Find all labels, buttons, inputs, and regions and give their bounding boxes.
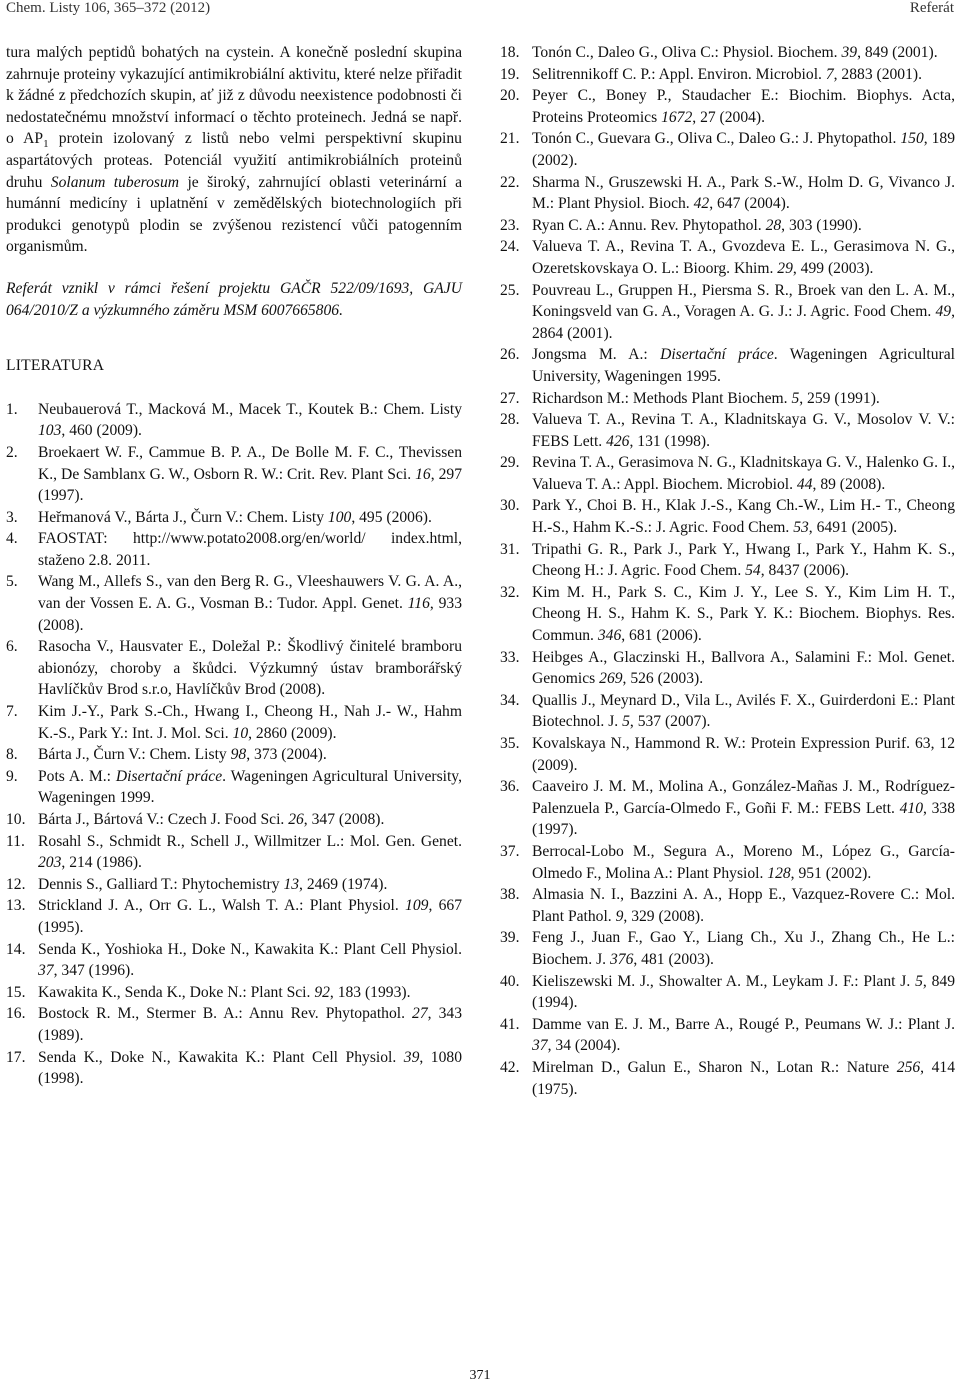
reference-volume: 26 [288,811,304,828]
reference-item [500,690,955,733]
reference-number: 10. [6,811,26,828]
reference-text: Rasocha V., Hausvater E., Doležal P.: Škodlivý činitelé bramboru abionózy, choroby a škůdci. Výzkumný ústav bramborářský Havlíčkův Brod s.r.o, Havlíčkův Brod (2008). [38,638,462,699]
reference-text: Strickland J. A., Orr G. L., Walsh T. A.: Plant Physiol. [38,897,406,915]
reference-volume: 100 [327,508,352,526]
reference-volume: 5 [791,389,800,407]
reference-text: Tonón C., Guevara G., Oliva C., Daleo G.: J. Phytopathol. [532,130,901,148]
reference-pages: , 460 (2009). [61,422,142,440]
reference-number: 20. [500,87,520,105]
reference-volume: 29 [777,259,793,277]
reference-number: 2. [6,443,18,461]
reference-pages: , 849 (1994). [532,972,955,1012]
reference-text: Bárta J., Čurn V.: Chem. Listy [38,746,231,764]
reference-item [6,701,462,744]
reference-text: Tripathi G. R., Park J., Park Y., Hwang I., Park Y., Hahm K. S., Cheong H.: J. Agric. Food Chem. [532,540,955,580]
reference-item [500,539,955,582]
reference-number: 34. [500,691,520,709]
reference-pages: , 499 (2003). [792,259,874,277]
reference-volume: 9 [615,907,624,925]
reference-volume: 10 [232,724,249,742]
reference-text: Damme van E. J. M., Barre A., Rougé P., Peumans W. J.: Plant J. [532,1015,955,1033]
reference-number: 3. [6,508,18,526]
reference-italic: Disertační práce [660,346,774,364]
reference-volume: 5 [915,972,923,990]
reference-pages: , 1080 (1998). [38,1048,462,1088]
reference-number: 25. [500,281,520,299]
reference-text: Caaveiro J. M. M., Molina A., González-Mañas J. M., Rodríguez-Palenzuela P., García-Olmedo F., Goñi F. M.: FEBS Lett. [532,778,955,817]
page-number: 371 [469,1368,491,1383]
reference-pages: , 6491 (2005). [808,519,898,537]
reference-volume: 5 [622,713,630,731]
reference-list-left [6,399,462,1090]
reference-text: Senda K., Doke N., Kawakita K.: Plant Cell Physiol. [38,1048,404,1066]
reference-item [6,831,462,874]
reference-volume: 92 [314,983,330,1001]
right-column [500,42,955,1100]
reference-volume: 7 [825,65,834,83]
reference-text: Wang M., Allefs S., van den Berg R. G., Vleeshauwers V. G. A. A., van der Vossen E. A. G., Vosman B.: Tudor. Appl. Genet. [38,573,462,613]
reference-number: 15. [6,983,26,1001]
reference-number: 12. [6,875,26,893]
reference-number: 27. [500,389,520,407]
reference-volume: 103 [38,422,62,440]
reference-item [6,528,462,571]
reference-number: 39. [500,929,520,947]
reference-item [500,64,955,86]
reference-number: 31. [500,540,520,558]
reference-item [6,1047,462,1090]
paragraph-text: je široký, zahrnující oblasti veterinární a humánní medicíny i uplatnění v zemědělských biotechnologiích při produkci genotypů plodin se zvýšenou rezistencí vůči patogenním organismům. [6,173,462,256]
reference-pages: , 951 (2002). [790,864,872,882]
reference-text: Neubauerová T., Macková M., Macek T., Koutek B.: Chem. Listy [38,400,462,418]
reference-text: Peyer C., Boney P., Staudacher E.: Biochim. Biophys. Acta, Proteins Proteomics [532,87,955,126]
reference-item [6,809,462,831]
reference-item [500,647,955,690]
reference-volume: 410 [899,799,924,817]
reference-pages: , 2864 (2001). [532,303,955,342]
reference-number: 33. [500,648,520,666]
reference-item [6,442,462,507]
reference-text: Selitrennikoff C. P.: Appl. Environ. Microbiol. [532,65,826,83]
paragraph-text: protein izolovaný z listů nebo velmi perspektivní skupinu aspartátových proteas. Potenciál využití antimikrobiálních proteinů druhu [6,130,462,191]
reference-number: 42. [500,1058,520,1076]
reference-list-right [500,42,955,1100]
reference-item [500,1057,955,1100]
reference-number: 19. [500,65,520,83]
reference-volume: 150 [900,130,924,148]
reference-pages: , 259 (1991). [799,389,880,407]
reference-pages: , 667 (1995). [38,897,462,936]
reference-text: Valueva T. A., Revina T. A., Gvozdeva E. L., Gerasimova N. G., Ozeretskovskaya O. L.: Bioorg. Khim. [532,238,955,277]
reference-number: 13. [6,897,26,915]
reference-pages: , 537 (2007). [629,713,711,731]
reference-text: Park Y., Choi B. H., Klak J.-S., Kang Ch.-W., Lim H.- T., Cheong H.-S., Hahm K.-S.: J. Agric. Food Chem. [532,497,955,537]
reference-number: 41. [500,1015,520,1033]
reference-pages: , 481 (2003). [633,950,714,968]
reference-volume: 269 [599,670,623,688]
reference-pages: , 2469 (1974). [299,875,388,893]
reference-number: 40. [500,972,520,990]
reference-item [6,744,462,766]
reference-volume: 203 [38,854,62,872]
reference-text: FAOSTAT: http://www.potato2008.org/en/world/ index.html, staženo 2.8. 2011. [38,530,462,569]
reference-pages: , 329 (2008). [623,907,704,925]
reference-text: Quallis J., Meynard D., Vila L., Avilés F. X., Guirderdoni E.: Plant Biotechnol. J. [532,691,955,731]
reference-pages: , 647 (2004). [709,195,790,213]
reference-item [500,452,955,495]
reference-text: Ryan C. A.: Annu. Rev. Phytopathol. [532,216,766,234]
reference-number: 28. [500,411,520,429]
reference-text: Almasia N. I., Bazzini A. A., Hopp E., Vazquez-Rovere C.: Mol. Plant Pathol. [532,886,955,925]
reference-item [500,971,955,1014]
reference-item [6,766,462,809]
reference-number: 26. [500,346,520,364]
reference-volume: 44 [796,475,813,493]
reference-item [500,280,955,345]
reference-item [6,399,462,442]
reference-text: Kawakita K., Senda K., Doke N.: Plant Sci. [38,983,315,1001]
reference-item [500,495,955,538]
reference-text: . Wageningen Agricultural University, Wageningen 1995. [532,346,955,385]
reference-volume: 13 [283,875,300,893]
reference-number: 21. [500,130,520,148]
reference-item [6,874,462,896]
reference-pages: , 343 (1989). [38,1005,462,1044]
reference-item [500,733,955,776]
reference-text: Bárta J., Bártová V.: Czech J. Food Sci. [38,811,289,828]
section-label: Referát [909,0,954,16]
page-header [6,0,954,22]
reference-pages: , 347 (2008). [303,811,385,828]
paragraph-text: tura malých peptidů bohatých na cystein. A konečně poslední skupina zahrnuje proteiny vykazující antimikrobiální aktivitu, které nelze přiřadit k žádné z předchozích skupin, ať již z důvodu neexistence podobnosti či nedostatečnému množství informací o těchto proteinech. Jedná se např. o AP [6,44,462,148]
reference-item [500,776,955,841]
reference-item [500,85,955,128]
reference-text: Rosahl S., Schmidt R., Schell J., Willmitzer L.: Mol. Gen. Genet. [38,832,462,850]
acknowledgement: Referát vznikl v rámci řešení projektu GAČR 522/09/1693, GAJU 064/2010/Z a výzkumného záměru MSM 6007665806. [6,279,462,319]
reference-number: 22. [500,173,520,191]
reference-volume: 1672 [661,108,693,126]
body-paragraph [6,42,462,258]
reference-volume: 42 [693,195,710,213]
reference-text: Valueva T. A., Revina T. A., Kladnitskaya G. V., Mosolov V. V.: FEBS Lett. [532,411,955,450]
reference-number: 23. [500,216,520,234]
reference-text: Richardson M.: Methods Plant Biochem. [532,389,792,407]
reference-volume: 49 [935,303,952,321]
reference-volume: 27 [412,1005,428,1023]
reference-number: 6. [6,638,18,656]
reference-pages: , 347 (1996). [53,962,135,980]
reference-volume: 376 [609,950,634,968]
reference-pages: , 183 (1993). [329,983,411,1001]
reference-volume: 39 [841,44,858,61]
reference-text: Kim J.-Y., Park S.-Ch., Hwang I., Cheong H., Nah J.- W., Hahm K.-S., Park Y.: Int. J. Mol. Sci. [38,703,462,742]
reference-pages: , 526 (2003). [622,670,704,688]
reference-pages: , 2860 (2009). [248,724,337,742]
reference-text: Bostock R. M., Stermer B. A.: Annu Rev. Phytopathol. [38,1005,413,1023]
reference-pages: , 27 (2004). [692,108,766,126]
reference-volume: 54 [745,562,761,580]
reference-volume: 426 [606,432,630,450]
reference-item [500,236,955,279]
reference-item [6,895,462,938]
reference-volume: 16 [415,465,431,483]
reference-pages: , 8437 (2006). [760,562,850,580]
reference-text: Jongsma M. A.: [532,346,661,364]
reference-item [500,388,955,410]
reference-number: 11. [6,832,25,850]
species-name: Solanum tuberosum [50,173,180,191]
reference-italic: Disertační práce [115,767,223,785]
reference-volume: 128 [767,864,791,882]
reference-pages: , 34 (2004). [547,1037,621,1055]
reference-number: 18. [500,44,520,61]
reference-number: 9. [6,767,18,785]
reference-pages: , 131 (1998). [629,432,711,450]
reference-number: 32. [500,583,520,601]
reference-pages: , 849 (2001). [857,44,938,61]
reference-pages: , 89 (2008). [812,475,886,493]
reference-number: 14. [6,940,26,958]
reference-number: 35. [500,735,520,752]
reference-pages: , 189 (2002). [532,130,956,169]
reference-text: Sharma N., Gruszewski H. A., Park S.-W., Holm D. G, Vivanco J. M.: Plant Physiol. Bioch. [532,173,955,213]
reference-text: Kieliszewski M. J., Showalter A. M., Leykam J. F.: Plant J. [532,972,916,990]
reference-pages: , 414 (1975). [532,1058,956,1098]
reference-number: 38. [500,886,520,904]
reference-item [6,982,462,1004]
reference-item [6,939,462,982]
reference-volume: 346 [597,627,622,645]
reference-item [6,571,462,636]
reference-item [500,172,955,215]
reference-item [6,507,462,529]
reference-pages: , 214 (1986). [61,854,142,872]
reference-text: Revina T. A., Gerasimova N. G., Kladnitskaya G. V., Halenko G. I., Valueva T. A.: Appl. Biochem. Microbiol. [532,454,955,493]
reference-item [6,636,462,701]
reference-number: 1. [6,400,18,418]
reference-number: 8. [6,746,18,764]
reference-volume: 39 [403,1048,420,1066]
reference-number: 4. [6,530,18,548]
reference-text: Feng J., Juan F., Gao Y., Liang Ch., Xu J., Zhang Ch., He L.: Biochem. J. [532,929,955,968]
reference-text: Mirelman D., Galun E., Sharon N., Lotan R.: Nature [532,1058,897,1076]
reference-item [500,42,955,64]
reference-number: 16. [6,1005,26,1023]
reference-number: 24. [500,238,520,256]
reference-item [500,582,955,647]
literature-heading: LITERATURA [6,357,105,375]
reference-text: Broekaert W. F., Cammue B. P. A., De Bolle M. F. C., Thevissen K., De Samblanx G. W., Osborn R. W.: Crit. Rev. Plant Sci. [38,443,462,483]
reference-text: Kovalskaya N., Hammond R. W.: Protein Expression Purif. 63, 12 (2009). [532,735,955,774]
reference-number: 36. [500,778,520,796]
reference-number: 30. [500,497,520,515]
reference-item [500,927,955,970]
reference-volume: 256 [896,1058,921,1076]
reference-volume: 116 [407,595,430,613]
reference-text: Pots A. M.: [38,767,116,785]
reference-text: Tonón C., Daleo G., Oliva C.: Physiol. Biochem. [532,44,842,61]
reference-volume: 37 [38,962,54,980]
reference-text: Dennis S., Galliard T.: Phytochemistry [38,875,284,893]
reference-item [500,409,955,452]
reference-text: Pouvreau L., Gruppen H., Piersma S. R., Broek van den L. A. M., Koningsveld van G. A., Voragen A. G. J.: J. Agric. Food Chem. [532,281,955,321]
reference-volume: 109 [405,897,429,915]
reference-item [500,128,955,171]
reference-volume: 37 [532,1037,548,1055]
reference-text: . Wageningen Agricultural University, Wageningen 1999. [38,767,462,807]
reference-pages: , 338 (1997). [532,799,955,839]
reference-text: Heřmanová V., Bárta J., Čurn V.: Chem. Listy [38,508,328,526]
reference-volume: 28 [765,216,782,234]
reference-pages: , 2883 (2001). [833,65,922,83]
reference-number: 17. [6,1048,26,1066]
reference-item [500,1014,955,1057]
reference-text: Heibges A., Glaczinski H., Ballvora A., Salamini F.: Mol. Genet. Genomics [532,648,955,688]
reference-item [500,841,955,884]
reference-item [500,215,955,237]
left-column [6,42,462,1090]
reference-pages: , 681 (2006). [621,627,702,645]
reference-pages: , 373 (2004). [246,746,327,764]
reference-number: 37. [500,842,520,860]
reference-pages: , 933 (2008). [38,595,462,634]
reference-pages: , 303 (1990). [781,216,862,234]
reference-item [500,344,955,387]
reference-number: 29. [500,454,520,472]
subscript: 1 [43,138,49,151]
reference-number: 7. [6,703,18,721]
reference-item [6,1003,462,1046]
reference-text: Berrocal-Lobo M., Segura A., Moreno M., López G., García-Olmedo F., Molina A.: Plant Physiol. [532,842,955,882]
reference-item [500,884,955,927]
reference-text: Kim M. H., Park S. C., Kim J. Y., Lee S. Y., Kim Lim H. T., Cheong H. S., Hahm K. S., Park Y. K.: Biochem. Biophys. Res. Commun. [532,583,955,645]
journal-citation: Chem. Listy 106, 365–372 (2012) [6,0,211,16]
reference-pages: , 495 (2006). [351,508,432,526]
reference-number: 5. [6,573,18,591]
reference-volume: 53 [793,519,809,537]
reference-volume: 98 [230,746,247,764]
reference-text: Senda K., Yoshioka H., Doke N., Kawakita K.: Plant Cell Physiol. [38,940,462,958]
reference-pages: , 297 (1997). [38,465,462,505]
